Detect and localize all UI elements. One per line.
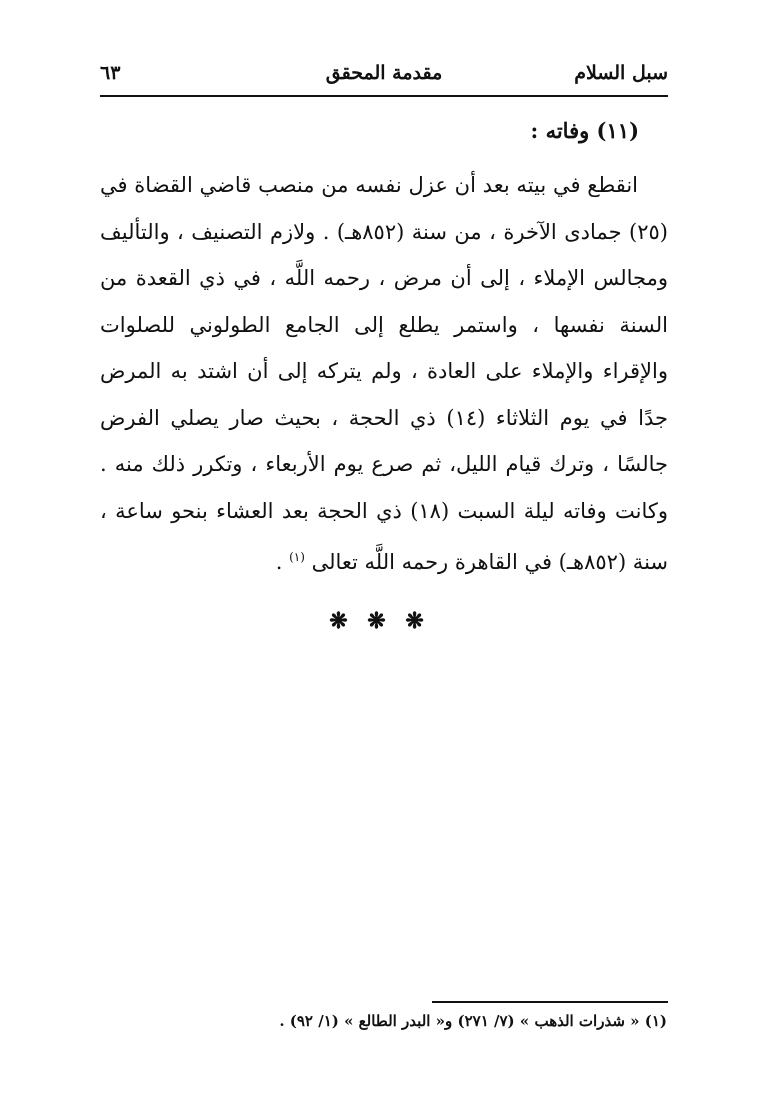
paragraph-text: انقطع في بيته بعد أن عزل نفسه من منصب قاضي القضاة في (٢٥) جمادى الآخرة ، من سنة (٨٥٢هـ) . ولازم التصنيف ، والتأليف ومجالس الإملاء ، إلى أن مرض ، رحمه اللَّه ، في ذي القعدة من السنة نفسها ، واستمر يطلع إلى الجامع الطولوني للصلوات والإقراء والإملاء على العادة ، ولم يتركه إلى أن اشتد به المرض جدًا في يوم الثلاثاء (١٤) ذي الحجة ، بحيث صار يصلي الفرض جالسًا ، وترك قيام الليل، ثم صرع يوم الأربعاء ، وتكرر ذلك منه . وكانت وفاته ليلة السبت (١٨) ذي الحجة بعد العشاء بنحو ساعة ، سنة (٨٥٢هـ) في القاهرة رحمه اللَّه تعالى [100,173,669,574]
section-name: مقدمة المحقق [325,62,443,84]
page-number: ٦٣ [100,62,121,84]
section-separator: ❋ ❋ ❋ [329,608,430,634]
paragraph-end: . [275,550,290,574]
book-title: سبل السلام [574,62,668,84]
footnote-text: (١) « شذرات الذهب » (٧/ ٢٧١) و« البدر الطالع » (١/ ٩٢) . [279,1012,667,1030]
section-heading: (١١) وفاته : [530,118,639,143]
body-paragraph [100,162,668,586]
running-header [100,52,668,92]
footnote-reference: (١) [289,550,305,564]
header-divider [100,95,668,97]
footnote-divider [432,1001,668,1003]
